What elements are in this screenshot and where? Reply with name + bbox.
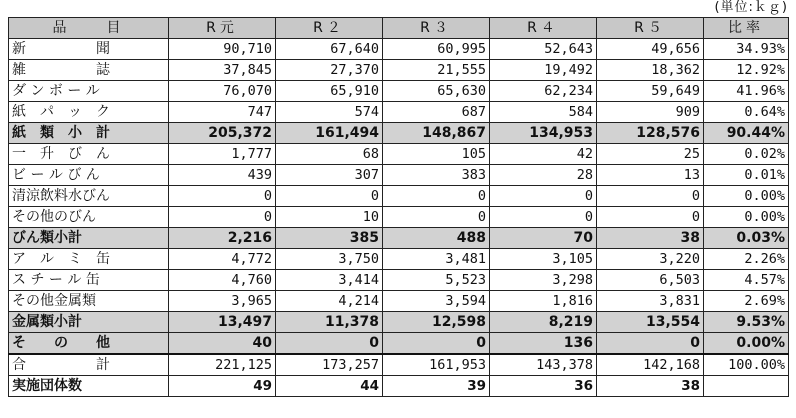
ratio-cell: 2.69% <box>704 291 789 312</box>
value-cell: 134,953 <box>490 123 597 144</box>
header-ratio: 比率 <box>704 18 789 39</box>
value-cell: 62,234 <box>490 81 597 102</box>
value-cell: 90,710 <box>169 39 276 60</box>
table-row <box>9 123 789 144</box>
row-label: その他金属類 <box>9 291 169 312</box>
header-row <box>9 18 789 39</box>
ratio-cell: 2.26% <box>704 249 789 270</box>
value-cell: 385 <box>276 228 383 249</box>
value-cell: 38 <box>597 376 704 397</box>
row-label: 紙 類 小 計 <box>9 123 169 144</box>
row-label: ア ル ミ 缶 <box>9 249 169 270</box>
value-cell: 4,760 <box>169 270 276 291</box>
table-row <box>9 144 789 165</box>
ratio-cell: 0.01% <box>704 165 789 186</box>
value-cell: 25 <box>597 144 704 165</box>
value-cell: 28 <box>490 165 597 186</box>
value-cell: 13 <box>597 165 704 186</box>
row-label: ダ ン ボ ー ル <box>9 81 169 102</box>
ratio-cell: 12.92% <box>704 60 789 81</box>
row-label: 金属類小計 <box>9 312 169 333</box>
row-label: その他のびん <box>9 207 169 228</box>
value-cell: 0 <box>169 207 276 228</box>
value-cell: 5,523 <box>383 270 490 291</box>
value-cell: 439 <box>169 165 276 186</box>
table-row <box>9 354 789 376</box>
value-cell: 42 <box>490 144 597 165</box>
value-cell: 173,257 <box>276 354 383 376</box>
row-label: 一 升 び ん <box>9 144 169 165</box>
value-cell: 49,656 <box>597 39 704 60</box>
value-cell: 687 <box>383 102 490 123</box>
value-cell: 161,494 <box>276 123 383 144</box>
value-cell: 1,777 <box>169 144 276 165</box>
table-row <box>9 312 789 333</box>
value-cell: 38 <box>597 228 704 249</box>
value-cell: 12,598 <box>383 312 490 333</box>
header-year: R元 <box>169 18 276 39</box>
value-cell: 3,220 <box>597 249 704 270</box>
ratio-cell: 0.00% <box>704 186 789 207</box>
value-cell: 909 <box>597 102 704 123</box>
table-row <box>9 228 789 249</box>
value-cell: 68 <box>276 144 383 165</box>
value-cell: 27,370 <box>276 60 383 81</box>
table-row <box>9 102 789 123</box>
ratio-cell: 0.02% <box>704 144 789 165</box>
value-cell: 0 <box>276 186 383 207</box>
value-cell: 37,845 <box>169 60 276 81</box>
ratio-cell: 41.96% <box>704 81 789 102</box>
value-cell: 221,125 <box>169 354 276 376</box>
value-cell: 105 <box>383 144 490 165</box>
header-year: R２ <box>276 18 383 39</box>
row-label: そ の 他 <box>9 333 169 355</box>
value-cell: 67,640 <box>276 39 383 60</box>
value-cell: 0 <box>383 333 490 355</box>
value-cell: 13,554 <box>597 312 704 333</box>
row-label: びん類小計 <box>9 228 169 249</box>
row-label: 合 計 <box>9 354 169 376</box>
value-cell: 3,298 <box>490 270 597 291</box>
header-year: R３ <box>383 18 490 39</box>
ratio-cell: 0.03% <box>704 228 789 249</box>
header-year: R４ <box>490 18 597 39</box>
value-cell: 383 <box>383 165 490 186</box>
unit-note: (単位:ｋｇ) <box>714 0 788 15</box>
value-cell: 3,481 <box>383 249 490 270</box>
value-cell: 4,214 <box>276 291 383 312</box>
value-cell: 307 <box>276 165 383 186</box>
value-cell: 59,649 <box>597 81 704 102</box>
ratio-cell: 0.00% <box>704 333 789 355</box>
ratio-cell: 0.64% <box>704 102 789 123</box>
value-cell: 44 <box>276 376 383 397</box>
value-cell: 0 <box>169 186 276 207</box>
value-cell: 143,378 <box>490 354 597 376</box>
value-cell: 128,576 <box>597 123 704 144</box>
ratio-cell: 100.00% <box>704 354 789 376</box>
value-cell: 0 <box>383 207 490 228</box>
value-cell: 52,643 <box>490 39 597 60</box>
table-row <box>9 249 789 270</box>
value-cell: 0 <box>383 186 490 207</box>
value-cell: 142,168 <box>597 354 704 376</box>
value-cell: 36 <box>490 376 597 397</box>
value-cell: 0 <box>597 207 704 228</box>
row-label: 雑 誌 <box>9 60 169 81</box>
row-label: 清涼飲料水びん <box>9 186 169 207</box>
value-cell: 3,750 <box>276 249 383 270</box>
row-label: ビ ー ル び ん <box>9 165 169 186</box>
value-cell: 747 <box>169 102 276 123</box>
table-row <box>9 333 789 355</box>
value-cell: 0 <box>276 333 383 355</box>
table-row <box>9 81 789 102</box>
value-cell: 2,216 <box>169 228 276 249</box>
value-cell: 148,867 <box>383 123 490 144</box>
ratio-cell: 90.44% <box>704 123 789 144</box>
ratio-cell: 9.53% <box>704 312 789 333</box>
header-item: 品 目 <box>9 18 169 39</box>
value-cell: 60,995 <box>383 39 490 60</box>
value-cell: 65,910 <box>276 81 383 102</box>
ratio-cell: 4.57% <box>704 270 789 291</box>
table-row <box>9 207 789 228</box>
value-cell: 19,492 <box>490 60 597 81</box>
value-cell: 40 <box>169 333 276 355</box>
value-cell: 574 <box>276 102 383 123</box>
value-cell: 488 <box>383 228 490 249</box>
ratio-cell <box>704 376 789 397</box>
value-cell: 13,497 <box>169 312 276 333</box>
value-cell: 21,555 <box>383 60 490 81</box>
table-row <box>9 39 789 60</box>
value-cell: 1,816 <box>490 291 597 312</box>
value-cell: 3,105 <box>490 249 597 270</box>
recycling-table <box>8 17 789 397</box>
value-cell: 4,772 <box>169 249 276 270</box>
table-row <box>9 186 789 207</box>
value-cell: 136 <box>490 333 597 355</box>
value-cell: 0 <box>490 207 597 228</box>
value-cell: 205,372 <box>169 123 276 144</box>
row-label: ス チ ー ル 缶 <box>9 270 169 291</box>
header-year: R５ <box>597 18 704 39</box>
value-cell: 49 <box>169 376 276 397</box>
value-cell: 18,362 <box>597 60 704 81</box>
table-row <box>9 291 789 312</box>
value-cell: 10 <box>276 207 383 228</box>
value-cell: 11,378 <box>276 312 383 333</box>
table-row <box>9 60 789 81</box>
value-cell: 0 <box>597 333 704 355</box>
ratio-cell: 0.00% <box>704 207 789 228</box>
value-cell: 161,953 <box>383 354 490 376</box>
table-row <box>9 376 789 397</box>
value-cell: 39 <box>383 376 490 397</box>
value-cell: 8,219 <box>490 312 597 333</box>
value-cell: 3,965 <box>169 291 276 312</box>
value-cell: 70 <box>490 228 597 249</box>
row-label: 紙 パ ッ ク <box>9 102 169 123</box>
table-row <box>9 270 789 291</box>
value-cell: 0 <box>597 186 704 207</box>
value-cell: 3,831 <box>597 291 704 312</box>
table-row <box>9 165 789 186</box>
value-cell: 76,070 <box>169 81 276 102</box>
row-label: 新 聞 <box>9 39 169 60</box>
ratio-cell: 34.93% <box>704 39 789 60</box>
value-cell: 65,630 <box>383 81 490 102</box>
row-label: 実施団体数 <box>9 376 169 397</box>
value-cell: 3,414 <box>276 270 383 291</box>
value-cell: 0 <box>490 186 597 207</box>
value-cell: 584 <box>490 102 597 123</box>
value-cell: 6,503 <box>597 270 704 291</box>
value-cell: 3,594 <box>383 291 490 312</box>
